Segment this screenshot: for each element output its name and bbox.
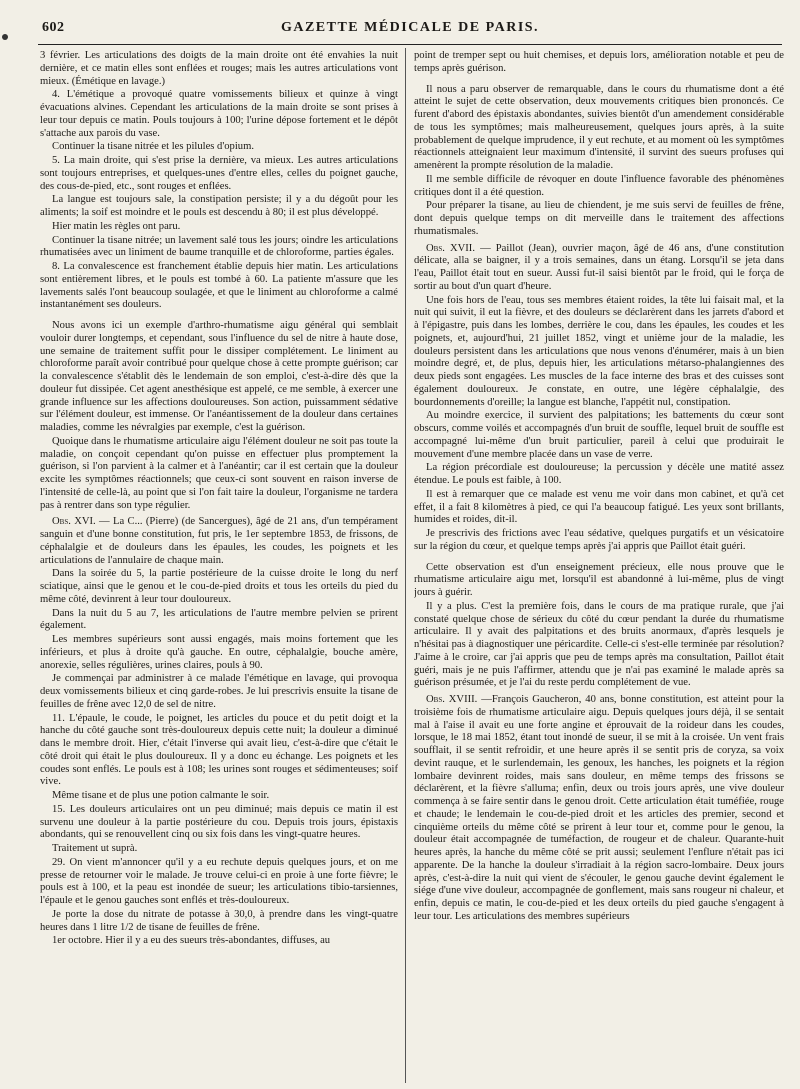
- paragraph: [40, 194, 398, 220]
- binding-dot: [2, 34, 8, 40]
- paragraph: [414, 174, 784, 200]
- paragraph: [40, 935, 398, 948]
- paragraph-text: Je prescrivis des frictions avec l'eau sédative, quelques purgatifs et un vésicatoire sur la région du cœur, et quelque temps après j'ai appris que Paillot était guéri.: [414, 528, 784, 552]
- paragraph: [414, 528, 784, 554]
- paragraph: [40, 790, 398, 803]
- paragraph: [40, 909, 398, 935]
- paragraph: [40, 568, 398, 606]
- paragraph-text: Nous avons ici un exemple d'arthro-rhumatisme aigu général qui semblait vouloir durer longtemps, et cependant, sous l'influence du sel de nitre à haute dose, une semaine de traitement suffit pour le dissiper complétement. Le liniment au chloroforme paraît avoir contribué pour quelque chose à cette prompte guérison; car la convalescence s'établit dès le lendemain de son emploi, c'est-à-dire dès que la douleur fut dissipée. Cet agent anesthésique est appelé, ce me semble, à exercer une grande influence sur les affections douloureuses. Son action, puissamment sédative sur l'élément douleur, est immense. Or l'anéantissement de la douleur dans certaines maladies, comme les névralgies par exemple, c'est la guérison.: [40, 320, 398, 433]
- paragraph-text: 29. On vient m'annoncer qu'il y a eu rechute depuis quelques jours, et on me presse de retourner voir le malade. Je trouve celui-ci en proie à une forte fièvre; le pouls est à 100, et la peau est inondée de sueur; les articulations tibio-tarsiennes, l'épaule et le genou gauches sont enflés et très-douloureux.: [40, 856, 398, 906]
- paragraph: [414, 84, 784, 173]
- paragraph-text: Pour préparer la tisane, au lieu de chiendent, je me suis servi de feuilles de frêne, dont depuis quelque temps on dit merveille dans le traitement des affections rhumatismales.: [414, 200, 784, 237]
- paragraph-text: Il est à remarquer que ce malade est venu me voir dans mon cabinet, et qu'à cet effet, il a fait 8 kilomètres à pied, ce qui l'a beaucoup fatigué. Les yeux sont brillants, humides et roides, dit-il.: [414, 488, 784, 526]
- paragraph-text: 4. L'émétique a provoqué quatre vomissements bilieux et quinze à vingt évacuations alvines. Cependant les articulations de la main droite se sont prises à leur tour depuis ce matin. Pouls toujours à 100; l'urine dépose fortement et le dépôt s'attache aux parois du vase.: [40, 89, 398, 139]
- paragraph: [40, 221, 398, 234]
- paragraph-text: Il y a plus. C'est la première fois, dans le cours de ma pratique rurale, que j'ai constaté quelque chose de sérieux du côté du cœur pendant la durée du rhumatisme articulaire. Il y avait des palpitations et des bruits anormaux, d'après lesquels je n'hésitai pas à diagnostiquer une péricardite. Celle-ci s'est-elle terminée par résolution? J'aime à le croire, car j'ai appris que peu de temps après ma consultation, Paillot était guéri, mais je ne puis l'affirmer, attendu que je n'ai pas examiné le malade après sa guérison présumée, et je l'ai du reste perdu complétement de vue.: [414, 600, 784, 689]
- paragraph: [414, 462, 784, 488]
- paragraph-text: Même tisane et de plus une potion calmante le soir.: [52, 790, 270, 801]
- paragraph-text: 5. La main droite, qui s'est prise la dernière, va mieux. Les autres articulations sont toujours entreprises, et quelques-unes d'entre elles, celles du poignet gauche, des cous-de-pied, etc., sont rouges et enflées.: [40, 155, 398, 192]
- paragraph-text: 3 février. Les articulations des doigts de la main droite ont été envahies la nuit dernière, et ce matin elles sont enflées et rouges; mais les autres articulations vont mieux. (Émétique en lavage.): [40, 50, 398, 87]
- paragraph-text: Continuer la tisane nitrée et les pilules d'opium.: [52, 141, 254, 153]
- paragraph-text: Il nous a paru observer de remarquable, dans le cours du rhumatisme dont a été atteint le sujet de cette observation, deux mouvements critiques bien prononcés. Ce furent d'abord des épistaxis abondantes, suivies bientôt d'un amendement considérable de tous les symptômes; mais malheureusement, quelques jours après, à la suite probablement de quelque imprudence, il y eut rechute, et au moment où les symptômes réactionnels atteignaient leur maximum d'intensité, il survint des sueurs profuses qui amenèrent la prompte résolution de la maladie.: [414, 83, 784, 171]
- paragraph-text: Une fois hors de l'eau, tous ses membres étaient roides, la tête lui faisait mal, et la nuit qui suivit, il eut la fièvre, et des douleurs se déclarèrent dans les jarrets d'abord et à l'épigastre, puis dans les lombes, derrière le cou, dans les épaules, les coudes et les poignets, et, aujourd'hui, 21 juillet 1852, vingt et unième jour de la maladie, les douleurs persistent dans les articulations que nous venons d'énumérer, mais à un bien moindre degré, et, de plus, depuis hier, les articulations métarso-phalangiennes des deux pieds sont engagées. Les muscles de la face interne des bras et des cuisses sont également douloureux. Je constate, en outre, une légère céphalalgie, des bourdonnements d'oreille; la langue est blanche, l'appétit nul, constipation.: [414, 294, 784, 408]
- paragraph-text: 15. Les douleurs articulaires ont un peu diminué; mais depuis ce matin il est survenu une douleur à la partie postérieure du cou. Depuis trois jours, épistaxis abondants, qui se renouvellent cinq ou six fois dans les vingt-quatre heures.: [40, 803, 398, 841]
- paragraph: [40, 261, 398, 312]
- paragraph-text: Dans la nuit du 5 au 7, les articulations de l'autre membre pelvien se prirent également.: [40, 607, 398, 632]
- paragraph-text: Les membres supérieurs sont aussi engagés, mais moins fortement que les inférieurs, et plus à droite qu'à gauche. En outre, céphalalgie, bouche amère, anorexie, selles régulières, urines claires, pouls à 90.: [40, 634, 398, 671]
- paragraph: [40, 804, 398, 842]
- paragraph-text: 1er octobre. Hier il y a eu des sueurs très-abondantes, diffuses, au: [52, 935, 331, 947]
- paragraph: [40, 713, 398, 790]
- paragraph-text: Continuer la tisane nitrée; un lavement salé tous les jours; oindre les articulations rhumatisées avec un liniment de baume tranquille et de chloroforme, parties égales.: [40, 234, 398, 259]
- paragraph-text: Au moindre exercice, il survient des palpitations; les battements du cœur sont obscurs, comme voilés et accompagnés d'un bruit de souffle, lequel bruit de souffle est accompagné lui-même d'un bruit particulier, pareil à celui que produirait le mouvement d'une membre placée dans un vase de verre.: [414, 410, 784, 460]
- running-head: [38, 20, 782, 42]
- right-column: [414, 50, 784, 1083]
- paragraph: [40, 155, 398, 193]
- paragraph: [414, 200, 784, 238]
- paragraph: [40, 89, 398, 140]
- observation-label: Obs. XVII.: [426, 242, 475, 254]
- paragraph-text: Je porte la dose du nitrate de potasse à 30,0, à prendre dans les vingt-quatre heures dans 1 litre 1/2 de tisane de feuilles de frêne.: [40, 908, 398, 933]
- paragraph: [40, 320, 398, 435]
- paragraph-text: point de tremper sept ou huit chemises, et depuis lors, amélioration notable et peu de temps après guérison.: [414, 50, 784, 74]
- observation-label: Obs. XVIII.: [426, 694, 478, 705]
- paragraph: [40, 50, 398, 88]
- paragraph: [40, 857, 398, 908]
- paragraph-text: Dans la soirée du 5, la partie postérieure de la cuisse droite le long du nerf sciatique, ainsi que le genou et le cou-de-pied droits et tous les orteils du pied du même côté, devinrent à leur tour douloureux.: [40, 568, 398, 605]
- paragraph: [414, 489, 784, 527]
- paragraph: [40, 141, 398, 154]
- paragraph-text: La langue est toujours sale, la constipation persiste; il y a du dégoût pour les aliments; la soif est moindre et le pouls est descendu à 80; il est plus développé.: [40, 194, 398, 218]
- paragraph: [414, 410, 784, 461]
- paragraph: [414, 295, 784, 410]
- column-divider: [405, 48, 406, 1083]
- paragraph: [40, 634, 398, 672]
- paragraph-text: 8. La convalescence est franchement établie depuis hier matin. Les articulations sont entièrement libres, et le pouls est tombé à 60. La patiente m'assure que les lavements salés l'ont beaucoup soulagée, et que le liniment au chloroforme a calmé instantanément ses douleurs.: [40, 261, 398, 311]
- paragraph-text: Il me semble difficile de révoquer en doute l'influence favorable des phénomènes critiques dont il a été question.: [414, 173, 784, 198]
- paragraph: [40, 436, 398, 513]
- paragraph-text: La région précordiale est douloureuse; la percussion y décèle une matité assez étendue. Le pouls est faible, à 100.: [414, 462, 784, 486]
- paragraph-text: Hier matin les règles ont paru.: [52, 220, 181, 232]
- paragraph: [414, 601, 784, 690]
- paragraph: [40, 235, 398, 261]
- paragraph-text: Cette observation est d'un enseignement précieux, elle nous prouve que le rhumatisme articulaire aigu met, lorsqu'il est abandonné à lui-même, plus de vingt jours à guérir.: [414, 561, 784, 598]
- paragraph-text: —François Gaucheron, 40 ans, bonne constitution, est atteint pour la troisième fois de rhumatisme articulaire aigu. Depuis quelques jours déjà, il se sentait mal à l'aise il avait eu une forte angine et éprouvait de la roideur dans les coudes, lorsque, le 18 mai 1852, étant tout inondé de sueur, il se mit à la croisée. Un vent frais soufflait, il se sentit refroidir, et une heure après il se sentit pris de coryza, sa voix devint rauque, et le surlendemain, les genoux, les hanches, les poignets et la région lombaire devinrent roides, mais sans douleur, en même temps des frissons se déclarèrent, et la fièvre s'alluma; enfin, deux ou trois jours après, une vive douleur commença à se faire sentir dans le genou droit. Cette articulation était tuméfiée, rouge et chaude; le lendemain le cou-de-pied droit et les articles des premier, second et cinquième orteils du même côté se prirent à leur tour et, comme pour le genou, la douleur était accompagnée de tuméfaction, de rougeur et de chaleur. Quarante-huit heures après, la hanche du même côté se prit aussi; seulement l'enflure n'était pas ici apparente. De la hanche la douleur s'irradiait à la région sacro-lombaire. Deux jours après, c'est-à-dire la nuit qui vient de s'écouler, le genou gauche devint également le siége d'une vive douleur, accompagnée de gonflement, mais sans rougeur ni chaleur, et enfin, depuis ce matin, le cou-de-pied et les deux orteils du pied gauche s'engagent à leur tour. Les articulations des membres supérieurs: [414, 694, 784, 922]
- paragraph: [40, 516, 398, 567]
- publication-title: GAZETTE MÉDICALE DE PARIS.: [280, 20, 540, 35]
- paragraph: [40, 608, 398, 634]
- paragraph-text: Traitement ut suprà.: [52, 843, 138, 854]
- paragraph-text: Je commençai par administrer à ce malade l'émétique en lavage, qui provoqua deux vomissements bilieux et cinq garde-robes. Je lui prescrivis ensuite la tisane de feuilles de frêne avec 12,0 de sel de nitre.: [40, 673, 398, 710]
- paragraph: [414, 243, 784, 294]
- paragraph: [414, 694, 784, 924]
- paragraph-text: Quoique dans le rhumatisme articulaire aigu l'élément douleur ne soit pas toute la maladie, on conçoit cependant qu'on puisse en effectuer plus promptement la guérison, si l'on parvient à la calmer et à l'anéantir; car il est certain que la douleur excite les symptômes réactionnels; que ceux-ci sont souvent en raison inverse de l'intensité de celle-là, au point que si l'on fait taire la douleur, l'organisme ne tardera pas à rentrer dans son type régulier.: [40, 435, 398, 511]
- observation-label: Obs. XVI.: [52, 516, 96, 528]
- left-column: [40, 50, 398, 1083]
- paragraph: [414, 562, 784, 600]
- page-number: 602: [42, 20, 65, 35]
- header-rule: [38, 44, 782, 45]
- paragraph: [414, 50, 784, 76]
- paragraph-text: 11. L'épaule, le coude, le poignet, les articles du pouce et du petit doigt et la hanche du côté gauche sont très-douloureux depuis cette nuit; la douleur a diminué dans le membre droit. Hier, c'était l'inverse qui avait lieu, c'est-à-dire que c'était le côté droit qui était le plus douloureux. Il y a donc eu échange. Les poignets et les coudes sont enflés. Le pouls est à 108; les urines sont rouges et sédimenteuses; soif vive.: [40, 712, 398, 788]
- paragraph-text: — Paillot (Jean), ouvrier maçon, âgé de 46 ans, d'une constitution délicate, alla se baigner, il y a trois semaines, dans un étang. Lorsqu'il se jeta dans l'eau, Paillot était tout en sueur. Aussi fut-il saisi bientôt par le froid, qui le força de sortir au bout d'un quart d'heure.: [414, 242, 784, 292]
- paragraph: [40, 673, 398, 711]
- paragraph: [40, 843, 398, 856]
- paragraph-text: — La C... (Pierre) (de Sancergues), âgé de 21 ans, d'un tempérament sanguin et d'une bonne constitution, fut pris, le 1er septembre 1853, de frissons, de céphalalgie et de douleurs dans les épaules, les coudes, les poignets et les articulations de l'annulaire de chaque main.: [40, 516, 398, 566]
